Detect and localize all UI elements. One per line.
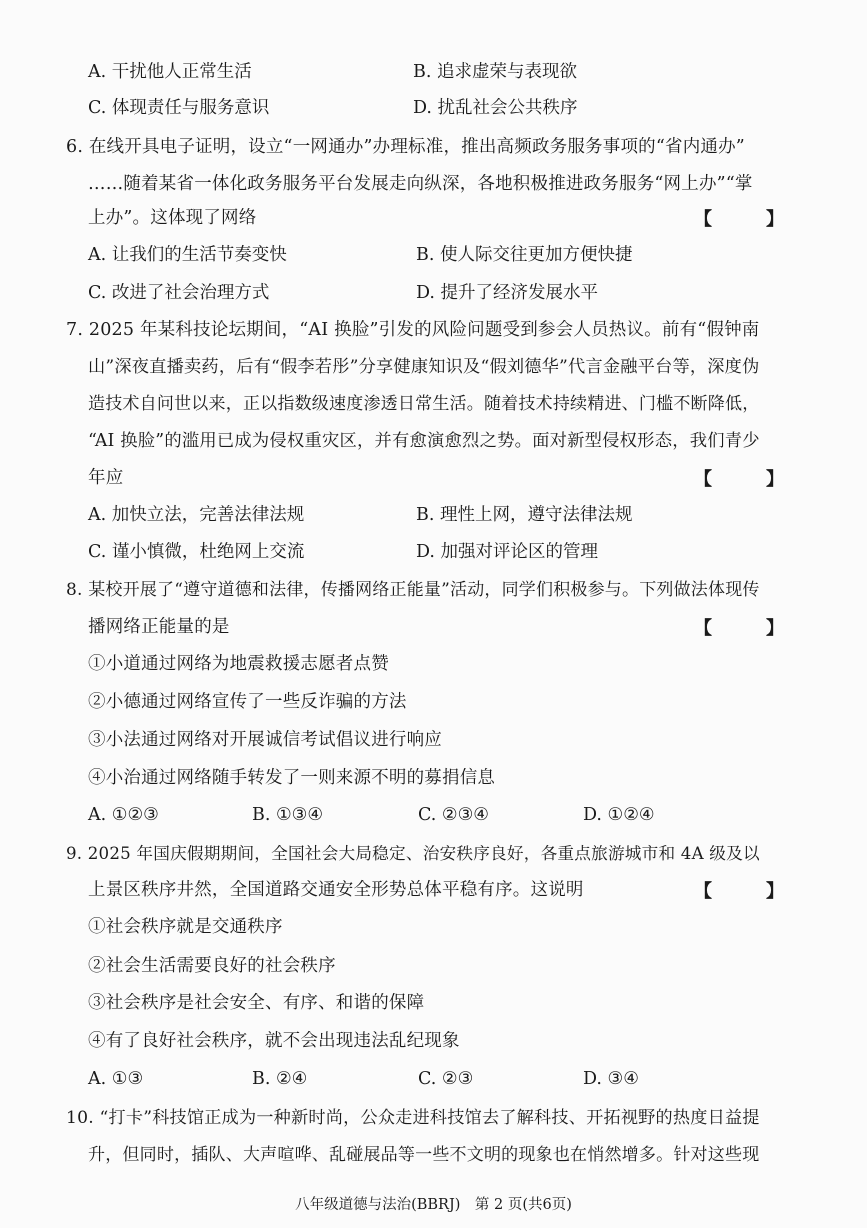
q9-stem-line-1: 9. 2025 年国庆假期期间，全国社会大局稳定、治安秩序良好，各重点旅游城市和 4A 级及以: [66, 844, 760, 863]
q8-item-4: ④小治通过网络随手转发了一则来源不明的募捐信息: [88, 768, 496, 788]
q6-option-b: B. 使人际交往更加方便快捷: [416, 245, 633, 265]
page-footer: 八年级道德与法治(BBRJ) 第 2 页(共6页): [295, 1197, 572, 1213]
q9-item-1: ①社会秩序就是交通秩序: [88, 917, 283, 937]
q9-option-b: B. ②④: [252, 1069, 308, 1089]
q8-stem-line-2: 播网络正能量的是: [88, 617, 230, 637]
q10-stem-line-1: 10. “打卡”科技馆正成为一种新时尚，公众走进科技馆去了解科技、开拓视野的热度日益提: [66, 1108, 760, 1128]
q8-option-d: D. ①②④: [583, 805, 655, 825]
q5-option-c: C. 体现责任与服务意识: [88, 98, 270, 118]
q8-option-a: A. ①②③: [88, 805, 159, 825]
q9-item-2: ②社会生活需要良好的社会秩序: [88, 956, 336, 976]
q6-option-d: D. 提升了经济发展水平: [416, 283, 599, 303]
q7-option-a: A. 加快立法，完善法律法规: [88, 505, 305, 525]
q6-option-c: C. 改进了社会治理方式: [88, 283, 270, 303]
q9-option-a: A. ①③: [88, 1069, 144, 1089]
q7-option-d: D. 加强对评论区的管理: [416, 542, 599, 562]
q5-option-a: A. 干扰他人正常生活: [88, 62, 252, 82]
q5-option-b: B. 追求虚荣与表现欲: [413, 62, 577, 82]
q7-stem-line-5: 年应: [88, 468, 124, 488]
q9-item-4: ④有了良好社会秩序，就不会出现违法乱纪现象: [88, 1031, 460, 1051]
q6-option-a: A. 让我们的生活节奏变快: [88, 245, 287, 265]
q9-item-3: ③社会秩序是社会安全、有序、和谐的保障: [88, 993, 425, 1013]
q9-option-c: C. ②③: [418, 1069, 474, 1089]
q10-stem-line-2: 升，但同时，插队、大声喧哗、乱碰展品等一些不文明的现象也在悄然增多。针对这些现: [88, 1145, 760, 1165]
q7-option-c: C. 谨小慎微，杜绝网上交流: [88, 542, 305, 562]
q9-answer-bracket: 【 】: [694, 881, 802, 902]
q6-answer-bracket: 【 】: [694, 209, 802, 230]
q9-stem-line-2: 上景区秩序井然，全国道路交通安全形势总体平稳有序。这说明: [88, 880, 584, 900]
q6-stem-line-1: 6. 在线开具电子证明，设立“一网通办”办理标准，推出高频政务服务事项的“省内通办”: [66, 137, 745, 157]
q7-answer-bracket: 【 】: [694, 469, 802, 490]
q7-stem-line-3: 造技术自问世以来，正以指数级速度渗透日常生活。随着技术持续精进、门槛不断降低，: [88, 394, 760, 414]
q8-item-3: ③小法通过网络对开展诚信考试倡议进行响应: [88, 730, 442, 750]
q5-option-d: D. 扰乱社会公共秩序: [413, 98, 578, 118]
q8-stem-line-1: 8. 某校开展了“遵守道德和法律，传播网络正能量”活动，同学们积极参与。下列做法体现传: [66, 580, 760, 600]
q8-item-2: ②小德通过网络宣传了一些反诈骗的方法: [88, 692, 407, 712]
q6-stem-line-2: ……随着某省一体化政务服务平台发展走向纵深，各地积极推进政务服务“网上办”“掌: [88, 174, 753, 194]
q8-option-b: B. ①③④: [252, 805, 324, 825]
q7-option-b: B. 理性上网，遵守法律法规: [416, 505, 633, 525]
q7-stem-line-4: “AI 换脸”的滥用已成为侵权重灾区，并有愈演愈烈之势。面对新型侵权形态，我们青少: [88, 431, 760, 451]
q8-option-c: C. ②③④: [418, 805, 489, 825]
q8-item-1: ①小道通过网络为地震救援志愿者点赞: [88, 654, 389, 674]
q6-stem-line-3: 上办”。这体现了网络: [88, 208, 257, 228]
q7-stem-line-1: 7. 2025 年某科技论坛期间，“AI 换脸”引发的风险问题受到参会人员热议。前有“假钟南: [66, 320, 760, 340]
q9-option-d: D. ③④: [583, 1069, 639, 1089]
q7-stem-line-2: 山”深夜直播卖药，后有“假李若彤”分享健康知识及“假刘德华”代言金融平台等，深度伪: [88, 357, 760, 377]
q8-answer-bracket: 【 】: [694, 618, 802, 639]
